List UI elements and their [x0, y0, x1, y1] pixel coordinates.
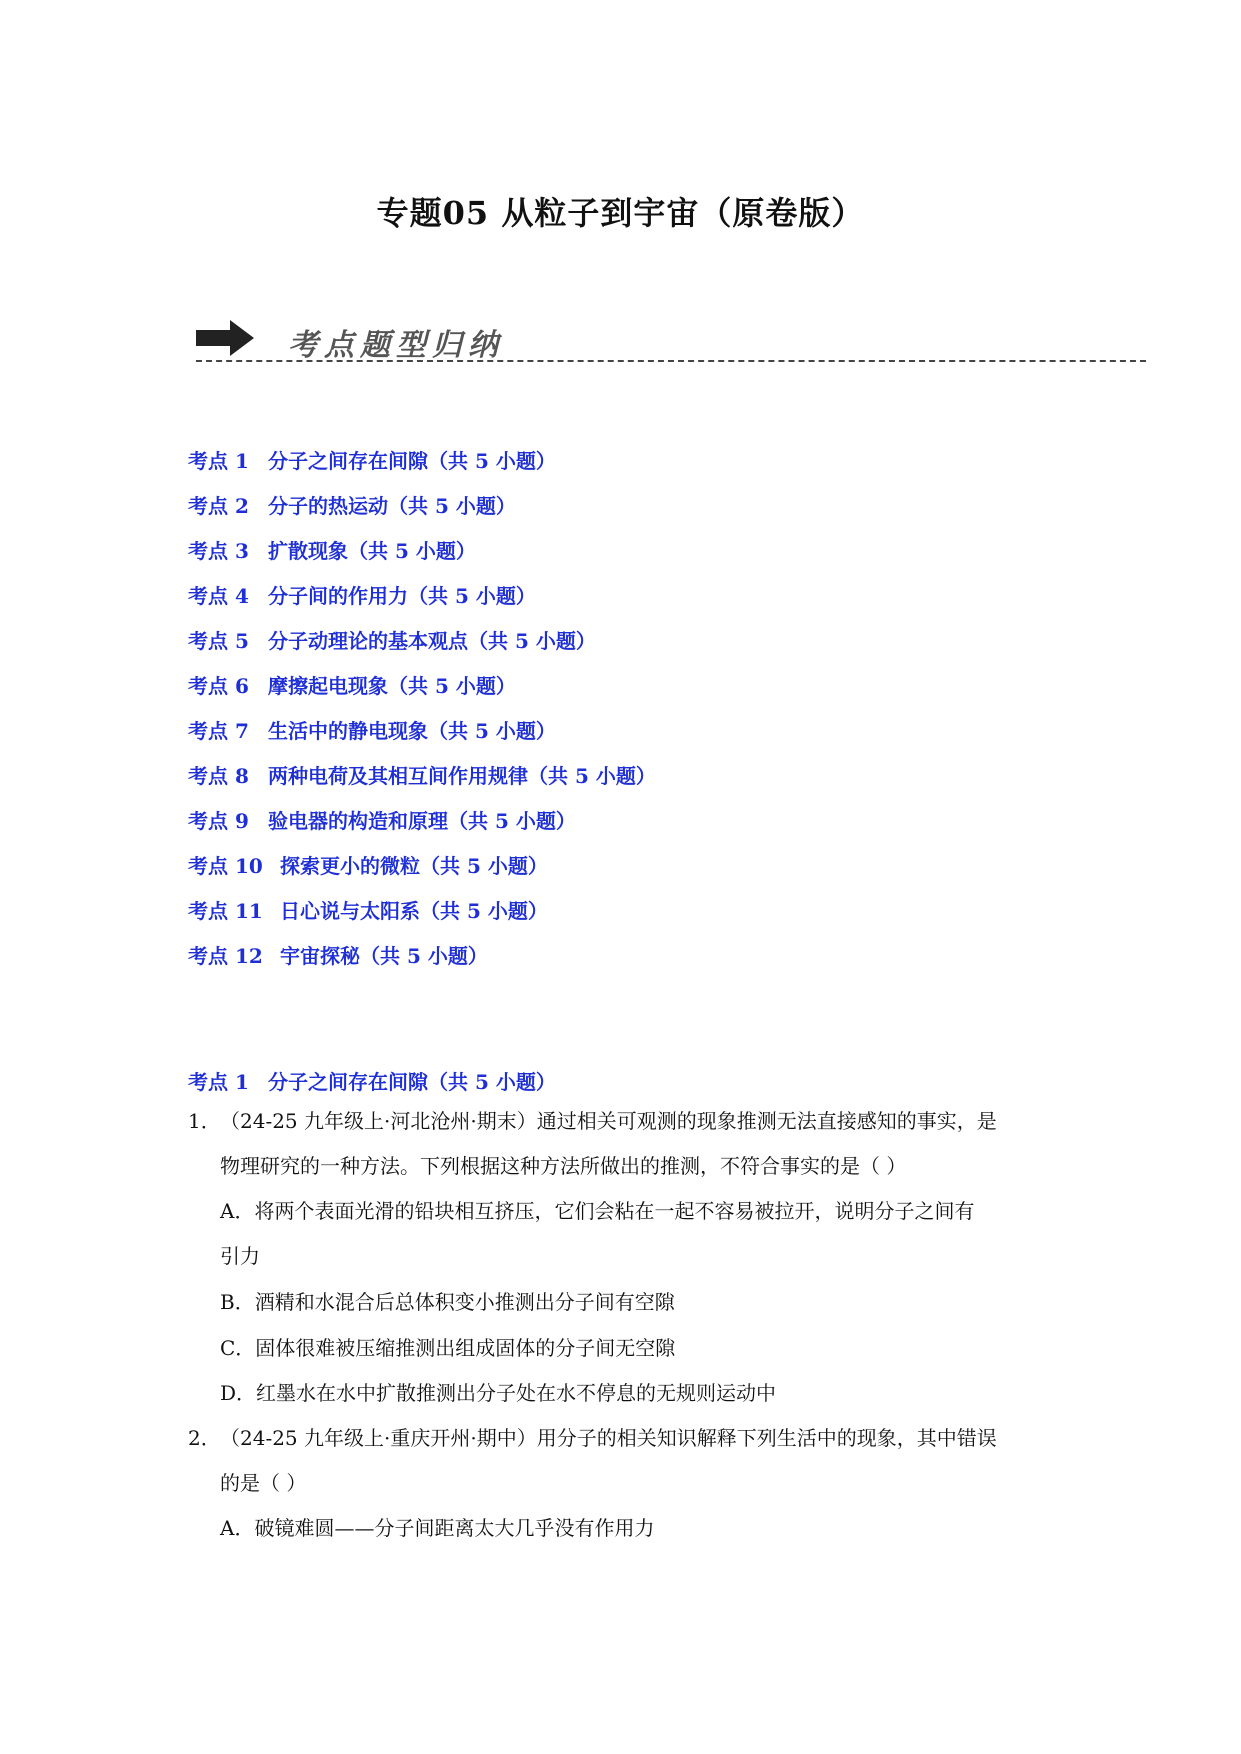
- document-title: 专题05 从粒子到宇宙（原卷版）: [376, 194, 865, 232]
- arrow-icon: [196, 318, 256, 358]
- toc-item[interactable]: 考点 4 分子间的作用力（共 5 小题）: [188, 584, 536, 608]
- question-stem: （24-25 九年级上·重庆开州·期中）用分子的相关知识解释下列生活中的现象，其中错误: [220, 1426, 997, 1450]
- toc-item[interactable]: 考点 10 探索更小的微粒（共 5 小题）: [188, 854, 548, 878]
- toc-item[interactable]: 考点 5 分子动理论的基本观点（共 5 小题）: [188, 629, 596, 653]
- option-a-cont: 引力: [220, 1244, 260, 1268]
- toc-item[interactable]: 考点 7 生活中的静电现象（共 5 小题）: [188, 719, 556, 743]
- option-d: D．红墨水在水中扩散推测出分子处在水不停息的无规则运动中: [220, 1381, 777, 1405]
- question-stem: （24-25 九年级上·河北沧州·期末）通过相关可观测的现象推测无法直接感知的事实，是: [220, 1109, 997, 1133]
- question-number: 2．: [188, 1426, 221, 1450]
- question-stem: 的是（ ）: [220, 1471, 307, 1495]
- option-b: B．酒精和水混合后总体积变小推测出分子间有空隙: [220, 1290, 675, 1314]
- toc-list: [188, 448, 656, 988]
- option-a: A．将两个表面光滑的铅块相互挤压，它们会粘在一起不容易被拉开，说明分子之间有: [220, 1199, 975, 1223]
- toc-item[interactable]: 考点 3 扩散现象（共 5 小题）: [188, 539, 476, 563]
- banner-divider: [196, 360, 1146, 362]
- toc-item[interactable]: 考点 12 宇宙探秘（共 5 小题）: [188, 944, 488, 968]
- question-stem: 物理研究的一种方法。下列根据这种方法所做出的推测，不符合事实的是（ ）: [220, 1154, 907, 1178]
- section-heading: 考点 1 分子之间存在间隙（共 5 小题）: [188, 1070, 556, 1094]
- toc-item[interactable]: 考点 8 两种电荷及其相互间作用规律（共 5 小题）: [188, 764, 656, 788]
- option-a: A．破镜难圆——分子间距离太大几乎没有作用力: [220, 1516, 655, 1540]
- option-c: C．固体很难被压缩推测出组成固体的分子间无空隙: [220, 1336, 676, 1360]
- section-banner: [196, 318, 1146, 366]
- banner-label: 考点题型归纳: [288, 328, 504, 363]
- toc-item[interactable]: 考点 1 分子之间存在间隙（共 5 小题）: [188, 449, 556, 473]
- toc-item[interactable]: 考点 9 验电器的构造和原理（共 5 小题）: [188, 809, 576, 833]
- toc-item[interactable]: 考点 2 分子的热运动（共 5 小题）: [188, 494, 516, 518]
- toc-item[interactable]: 考点 11 日心说与太阳系（共 5 小题）: [188, 899, 548, 923]
- question-number: 1．: [188, 1109, 221, 1133]
- toc-item[interactable]: 考点 6 摩擦起电现象（共 5 小题）: [188, 674, 516, 698]
